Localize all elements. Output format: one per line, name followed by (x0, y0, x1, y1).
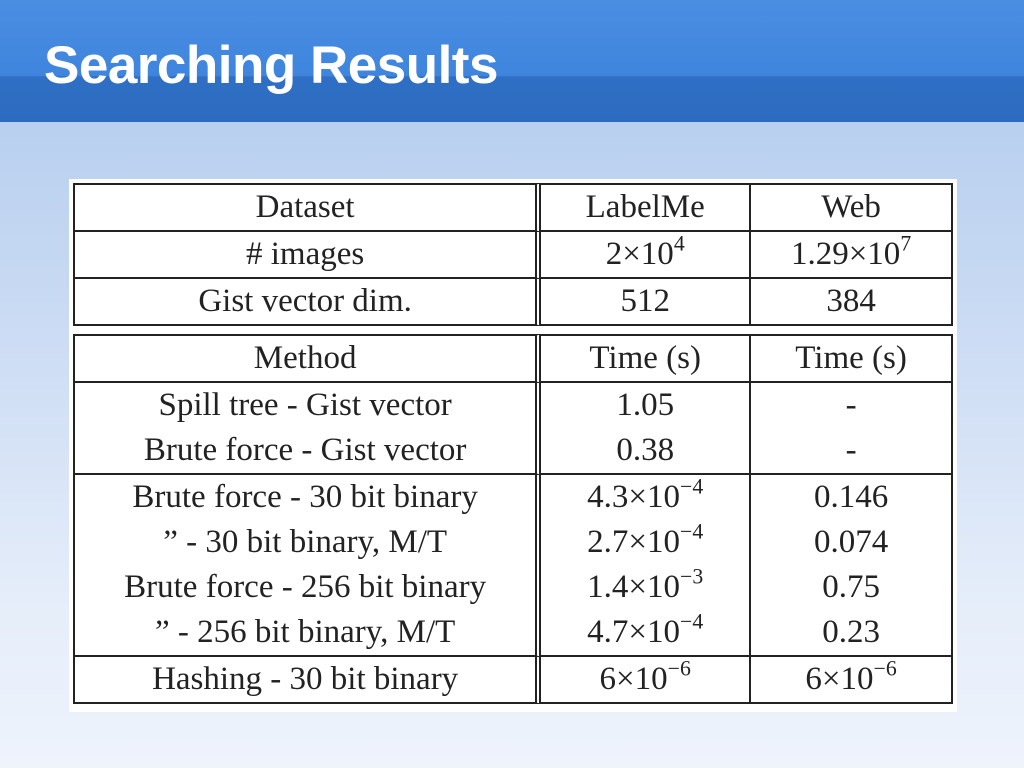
column-header: Method (73, 334, 541, 383)
table-cell: $4.3\times 10^{-4}$ (541, 475, 751, 520)
table-row (73, 520, 953, 565)
column-header: Time (s) (541, 334, 751, 383)
table-cell: $2.7\times 10^{-4}$ (541, 520, 751, 565)
table-row (73, 475, 953, 520)
table-cell: $6\times 10^{-6}$ (751, 657, 953, 704)
table-header-row (73, 334, 953, 383)
table-cell: $4.7\times 10^{-4}$ (541, 610, 751, 657)
table-row (73, 565, 953, 610)
table-cell: 384 (751, 279, 953, 326)
table-cell: 512 (541, 279, 751, 326)
table-cell: 1.05 (541, 383, 751, 428)
table-cell: $2\times 10^4$ (541, 232, 751, 279)
table-cell: 0.074 (751, 520, 953, 565)
table-row (73, 279, 953, 326)
table-cell: # images (73, 232, 541, 279)
table-row (73, 610, 953, 657)
table-cell: 0.38 (541, 428, 751, 475)
table-row (73, 657, 953, 704)
results-table-panel (69, 179, 957, 712)
table-cell: Dataset (73, 183, 541, 232)
table-cell: 0.146 (751, 475, 953, 520)
table-cell: 0.75 (751, 565, 953, 610)
table-cell: $1.4\times 10^{-3}$ (541, 565, 751, 610)
table-cell: Brute force - 256 bit binary (73, 565, 541, 610)
slide-title: Searching Results (44, 36, 498, 95)
method-time-table (73, 334, 953, 704)
table-cell: ” - 30 bit binary, M/T (73, 520, 541, 565)
table-cell: Spill tree - Gist vector (73, 383, 541, 428)
table-row (73, 183, 953, 232)
table-row (73, 428, 953, 475)
table-cell: 0.23 (751, 610, 953, 657)
table-row (73, 383, 953, 428)
table-cell: Hashing - 30 bit binary (73, 657, 541, 704)
table-cell: Web (751, 183, 953, 232)
table-cell: $6\times 10^{-6}$ (541, 657, 751, 704)
column-header: Time (s) (751, 334, 953, 383)
table-cell: Brute force - 30 bit binary (73, 475, 541, 520)
table-cell: Gist vector dim. (73, 279, 541, 326)
table-cell: - (751, 383, 953, 428)
table-row (73, 232, 953, 279)
table-cell: - (751, 428, 953, 475)
title-bar (0, 0, 1024, 122)
table-cell: LabelMe (541, 183, 751, 232)
table-cell: $1.29\times 10^7$ (751, 232, 953, 279)
table-cell: ” - 256 bit binary, M/T (73, 610, 541, 657)
table-cell: Brute force - Gist vector (73, 428, 541, 475)
dataset-table (73, 183, 953, 326)
